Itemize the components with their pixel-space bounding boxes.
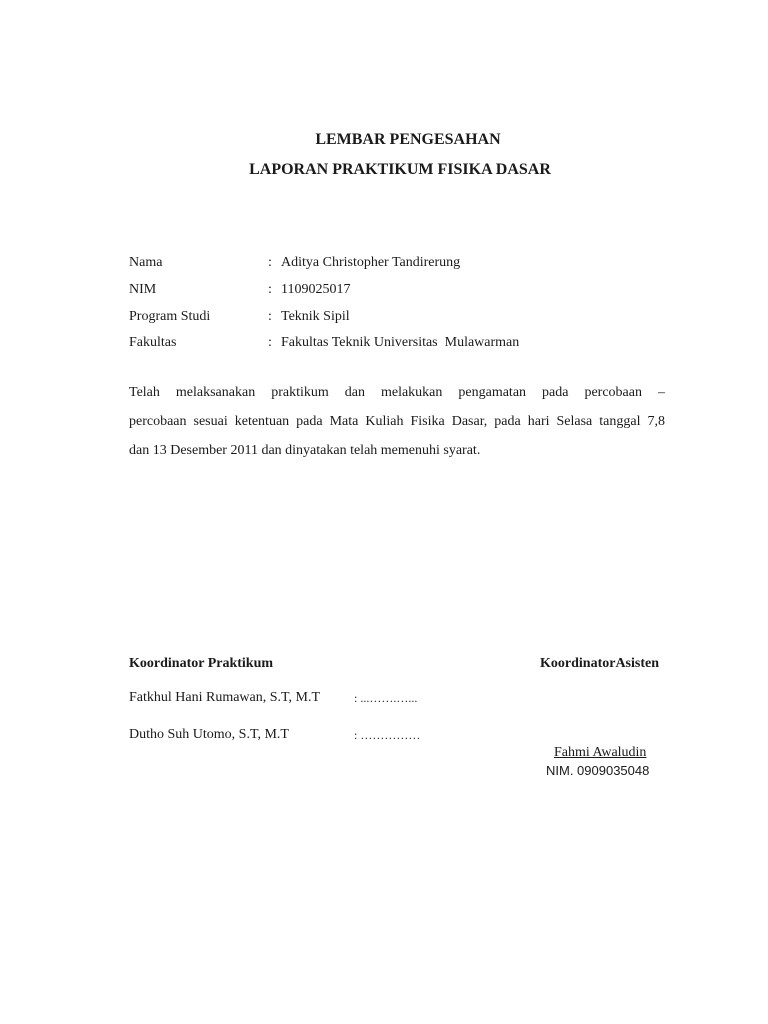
info-label-fakultas: Fakultas bbox=[129, 335, 177, 350]
info-colon: : bbox=[268, 309, 272, 324]
paragraph-line: Telah melaksanakan praktikum dan melakukan pengamatan pada percobaan – bbox=[129, 385, 665, 400]
info-colon: : bbox=[268, 335, 272, 350]
info-colon: : bbox=[268, 255, 272, 270]
assistant-nim: NIM. 0909035048 bbox=[546, 763, 650, 778]
document-title: LEMBAR PENGESAHAN bbox=[315, 131, 501, 148]
info-colon: : bbox=[268, 282, 272, 297]
info-value-fakultas: Fakultas Teknik Universitas Mulawarman bbox=[281, 335, 520, 350]
info-value-program-studi: Teknik Sipil bbox=[281, 309, 350, 324]
coordinator-name: Dutho Suh Utomo, S.T, M.T bbox=[129, 727, 289, 742]
coordinator-heading: Koordinator Praktikum bbox=[129, 656, 274, 671]
info-value-nama: Aditya Christopher Tandirerung bbox=[281, 255, 461, 270]
info-label-nim: NIM bbox=[129, 282, 157, 297]
info-value-nim: 1109025017 bbox=[281, 282, 351, 297]
info-label-nama: Nama bbox=[129, 255, 163, 270]
paragraph-line: percobaan sesuai ketentuan pada Mata Kuliah Fisika Dasar, pada hari Selasa tanggal 7,8 bbox=[129, 414, 665, 429]
coordinator-name: Fatkhul Hani Rumawan, S.T, M.T bbox=[129, 690, 321, 705]
signature-line: : ...…….…... bbox=[354, 691, 418, 705]
info-label-program-studi: Program Studi bbox=[129, 309, 211, 324]
assistant-name: Fahmi Awaludin bbox=[554, 745, 647, 760]
signature-line: : …………… bbox=[354, 728, 421, 742]
document-subtitle: LAPORAN PRAKTIKUM FISIKA DASAR bbox=[249, 161, 551, 178]
assistant-heading: KoordinatorAsisten bbox=[540, 656, 659, 671]
paragraph-line: dan 13 Desember 2011 dan dinyatakan telah memenuhi syarat. bbox=[129, 443, 481, 458]
